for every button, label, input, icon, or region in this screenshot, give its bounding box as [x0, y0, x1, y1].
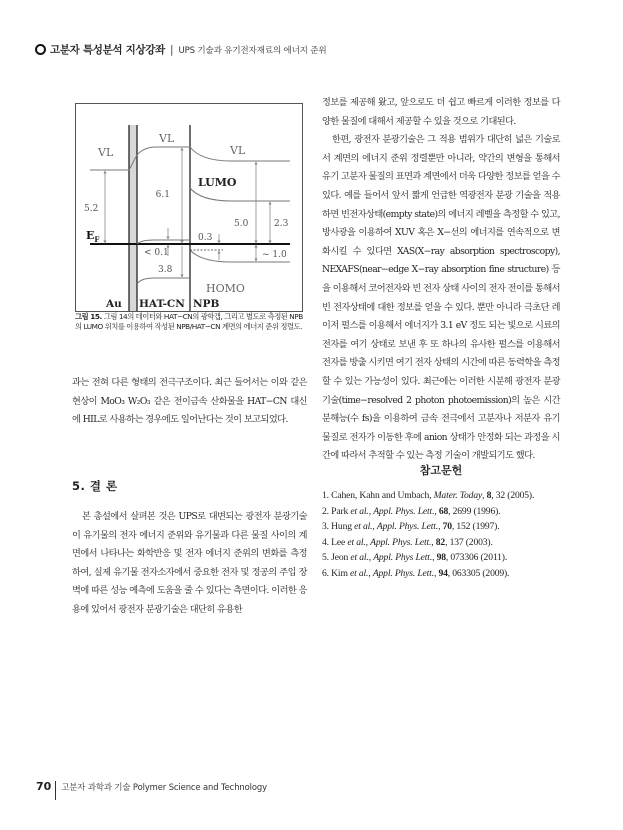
value-hatcn-vl-lumo: 6.1	[155, 190, 170, 200]
footer-divider	[55, 781, 56, 800]
reference-item: 4. Lee et al., Appl. Phys. Lett., 82, 137 (2003).	[322, 536, 493, 548]
label-vl-mid: VL	[159, 132, 175, 145]
value-hatcn-gap: 3.8	[158, 265, 173, 275]
label-vl-right: VL	[230, 144, 246, 157]
page-number: 70	[36, 780, 52, 793]
series-title: 고분자 특성분석 지상강좌	[50, 44, 165, 56]
label-npb: NPB	[193, 298, 220, 310]
label-lumo: LUMO	[198, 176, 237, 189]
left-paragraph-conclusion: 본 총설에서 살펴본 것은 UPS로 대변되는 광전자 분광기술이 유기물의 전자 에너지 준위와 유기물과 다른 물질 사이의 계면에서 나타나는 화학반응 및 전자 에너지 준위의 변화를 측정하여, 실제 유기물 전자소자에서 중요한 전자 및 정공의 주입 장벽에 따른 성능 예측에 도움을 줄 수 있다는 측면이다. 이러한 응용에 있어서 광전자 분광기술은 대단히 유용한	[72, 511, 307, 615]
caption-text: 그림 14의 데이터와 HAT−CN의 광학갭, 그리고 별도로 측정된 NPB의 LUMO 위치를 이용하여 작성된 NPB/HAT−CN 계면의 에너지 준위 정렬도.	[75, 312, 303, 332]
caption-label: 그림 15.	[75, 312, 102, 321]
running-head	[35, 42, 327, 57]
value-band-bend: 0.3	[198, 233, 213, 243]
value-npb-lumo-ef: 2.3	[274, 219, 289, 229]
value-npb-homo-ef: ~ 1.0	[262, 250, 287, 260]
label-hatcn: HAT-CN	[139, 298, 185, 310]
value-lumo-offset: < 0.1	[144, 248, 169, 258]
au-electrode	[129, 125, 137, 311]
reference-item: 3. Hung et al., Appl. Phys. Lett., 70, 152 (1997).	[322, 521, 500, 532]
journal-name: 고분자 과학과 기술 Polymer Science and Technology	[61, 782, 267, 792]
right-paragraph-2: 한편, 광전자 분광기술은 그 적용 범위가 대단히 넓은 기술로서 계면의 에너지 준위 정렬뿐만 아니라, 약간의 변형을 통해서 유기 고분자 물질의 표면과 계면에서 더욱 다양한 정보를 얻을 수 있다. 예를 들어서 앞서 짧게 언급한 역광전자 분광 기술을 적용하면 빈전자상태(empty state)의 에너지 레벨을 측정할 수 있고, 방사광을 이용하여 XUV 혹은 X−선의 에너지를 연속적으로 변화시킬 수 있다면 XAS(X−ray absorption spectroscopy), NEXAFS(near−edge X−ray absorption fine structure) 등을 이용해서 코어전자와 빈 전자 상태 사이의 전자 전이를 통해서 빈 전자상태에 대한 정보를 얻을 수 있다. 뿐만 아니라 극초단 레이저 펄스를 이용해서 에너지가 3.1 eV 정도 되는 빛으로 시료의 전자를 여기 상태로 보낸 후 또 하나의 유사한 펄스를 이용해서 전자를 방출 시키면 여기 전자 상태의 시간에 따른 동력학을 측정할 수 있는 가능성이 있다. 최근에는 이러한 시분해 광전자 분광기술(time−resolved 2 photon photoemission)의 높은 시간 분해능(수 fs)을 이용하여 금속 전극에서 고분자나 저분자 유기 물질로 전자가 이동한 후에 anion 상태가 안정화 되는 과정을 시간에 따라서 추적할 수 있는 측정 기술이 개발되기도 했다.	[322, 134, 560, 462]
page-footer	[36, 781, 267, 800]
article-topic: UPS 기술과 유기전자재료의 에너지 준위	[178, 45, 327, 56]
label-vl-left: VL	[98, 146, 114, 159]
energy-diagram-svg	[76, 104, 302, 311]
hatcn-homo-line	[137, 278, 190, 284]
label-homo: HOMO	[206, 282, 245, 295]
left-paragraph-1: 과는 전혀 다른 형태의 전극구조이다. 최근 들어서는 이와 같은 현상이 MoO₃ W₂O₃ 같은 전이금속 산화물을 HAT−CN 대신에 HIL로 사용하는 경우에도 일어난다는 것이 보고되었다.	[72, 377, 307, 426]
label-au: Au	[106, 298, 122, 310]
section-heading-conclusion: 5. 결 론	[72, 479, 118, 493]
references-list	[322, 488, 582, 581]
references-heading: 참고문헌	[419, 464, 463, 477]
right-paragraph-1: 정보를 제공해 왔고, 앞으로도 더 쉽고 빠르게 이러한 정보를 다양한 물질에 대해서 제공할 수 있을 것으로 기대된다.	[322, 97, 560, 127]
value-npb-vl-ef: 5.0	[234, 219, 249, 229]
value-au-work-function: 5.2	[84, 204, 99, 214]
npb-lumo-line	[190, 188, 290, 201]
label-ef: $E_F$	[86, 229, 100, 244]
reference-item: 2. Park et al., Appl. Phys. Lett., 68, 2699 (1996).	[322, 505, 501, 517]
energy-level-diagram	[75, 103, 303, 312]
reference-item: 6. Kim et al., Appl. Phys. Lett., 94, 063305 (2009).	[322, 567, 510, 579]
header-separator: |	[169, 43, 174, 56]
reference-item: 1. Cahen, Kahn and Umbach, Mater. Today, 8, 32 (2005).	[322, 490, 535, 501]
ring-bullet-icon	[35, 44, 46, 55]
figure-caption	[75, 312, 307, 333]
reference-item: 5. Jeon et al., Appl. Phys Lett., 98, 073306 (2011).	[322, 552, 508, 563]
